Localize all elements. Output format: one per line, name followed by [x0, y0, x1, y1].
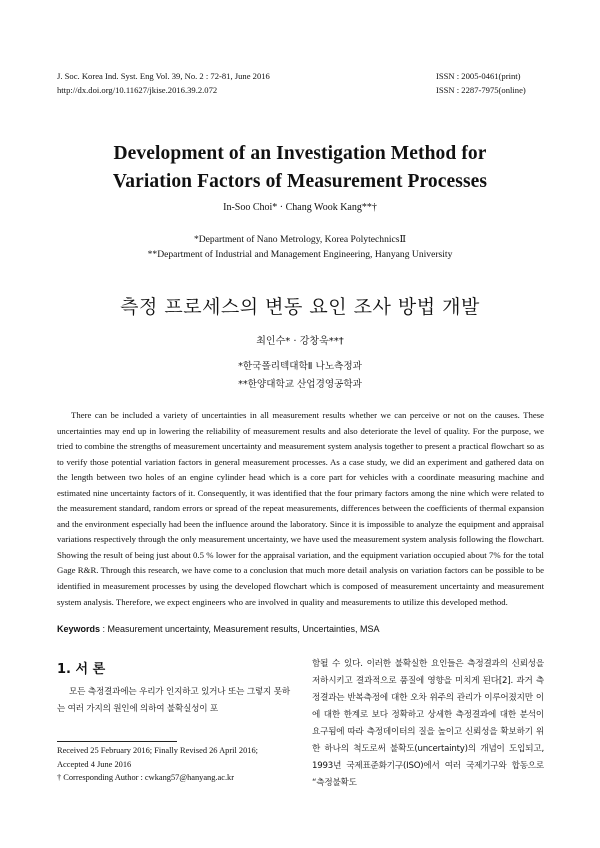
keywords-text: : Measurement uncertainty, Measurement results, Uncertainties, MSA [100, 624, 380, 634]
affiliation-ko-2: **한양대학교 산업경영공학과 [238, 379, 362, 390]
journal-line: J. Soc. Korea Ind. Syst. Eng Vol. 39, No. 2 : 72-81, June 2016 [57, 71, 270, 81]
footnotes [57, 744, 297, 785]
intro-left-column: 모든 측정결과에는 우리가 인지하고 있거나 또는 그렇지 못하는 여러 가지의 원인에 의하여 불확실성이 포 [57, 687, 290, 714]
issn-online: ISSN : 2287-7975(online) [436, 85, 526, 95]
affiliation-en-2: **Department of Industrial and Management Engineering, Hanyang University [147, 249, 453, 260]
affiliations-en [0, 232, 600, 262]
keywords [57, 624, 379, 634]
authors-ko: 최인수* · 강창욱**† [256, 336, 344, 347]
abstract: There can be included a variety of uncertainties in all measurement results whether we can perceive or not on the causes. These uncertainties may end up in lowering the reliability of measurement results and also deteriorate the level of quality. For the purpose, we tried to combine the strengths of measurement uncertainty and measurement system analysis together to present a practical flowchart so as to verify those potential variation factors in general measurement processes. As a case study, we did an experiment and gathered data on the length between two holes of an engine cylinder head which is a core part for vehicles with a coordinate measuring machine and estimated nine uncertainty factors of it. Consequently, it was identified that the four primary factors among the nine which were related to the measurement standard, random errors or spread of the repeat measurements, differences between the coefficients of thermal expansion and the environment especially had been the influence around the laboratory. Since it is impossible to analyze the equipment and appraisal variations respectively through the only measurement uncertainty, we have used the measurement system analysis following the flowchart. Showing the result of being just about 0.5 % lower for the appraisal variation, and the equipment variation occupied about 7% for the total Gage R&R. Through this research, we have come to a conclusion that much more detail analysis on variation factors can be possible to be identified in measurement processes by using the developed flowchart which is composed of measurement uncertainty and measurement system analysis. Therefore, we expect engineers who are involved in quality and measurements to utilize this developed method. [57, 410, 544, 607]
affiliation-en-1: *Department of Nano Metrology, Korea PolytechnicsⅡ [193, 234, 407, 245]
affiliation-ko-1: *한국폴리텍대학Ⅱ 나노측정과 [238, 361, 362, 372]
issn-block [436, 69, 526, 97]
footnote-divider [57, 741, 177, 742]
paper-title-en [0, 140, 600, 196]
authors-en: In-Soo Choi* · Chang Wook Kang**† [223, 202, 377, 213]
corresponding-author: † Corresponding Author : cwkang57@hanyang.ac.kr [57, 773, 235, 782]
issn-print: ISSN : 2005-0461(print) [436, 71, 521, 81]
received-date: Received 25 February 2016; Finally Revised 26 April 2016; [57, 746, 258, 755]
accepted-date: Accepted 4 June 2016 [57, 759, 132, 769]
title-line-1: Development of an Investigation Method for [113, 143, 487, 164]
doi-link[interactable]: http://dx.doi.org/10.11627/jkise.2016.39.2.072 [57, 85, 218, 95]
section-heading-introduction: 1. 서 론 [57, 662, 106, 677]
paper-title-ko: 측정 프로세스의 변동 요인 조사 방법 개발 [120, 296, 480, 318]
affiliations-ko [0, 358, 600, 394]
keywords-label: Keywords [57, 624, 101, 634]
title-line-2: Variation Factors of Measurement Processes [112, 171, 488, 192]
journal-citation [57, 69, 270, 97]
intro-right-column: 함될 수 있다. 이러한 불확실한 요인들은 측정결과의 신뢰성을 저하시키고 결과적으로 품질에 영향을 미치게 된다[2]. 과거 측정결과는 반복측정에 대한 오차 위주의 관리가 이루어졌지만 이에 대한 한계로 보다 정확하고 상세한 측정결과에 대한 분석이 요구됨에 따라 측정데이터의 질을 높이고 신뢰성을 확보하기 위한 하나의 척도로써 불확도(uncertainty)의 개념이 도입되고, 1993년 국제표준화기구(ISO)에서 여러 국제기구와 합동으로 “측정불확도 [312, 659, 544, 788]
